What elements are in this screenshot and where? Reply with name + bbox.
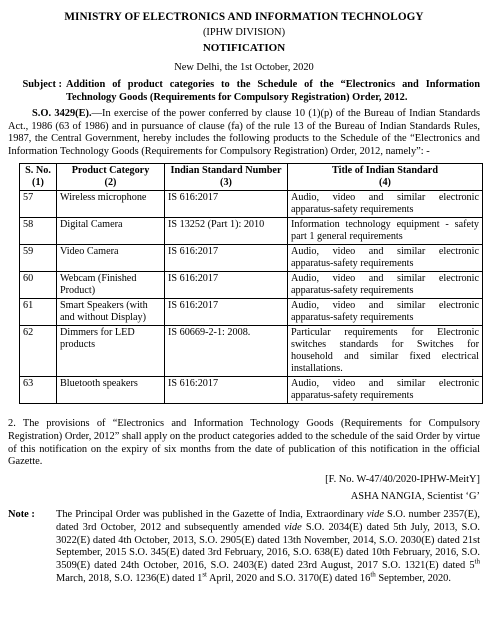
note-label: Note : (8, 509, 35, 521)
table-row (20, 325, 483, 376)
cell-standard: IS 616:2017 (165, 377, 288, 404)
subject-text: Addition of product categories to the Schedule of the “Electronics and Information Technology Goods (Requirements for Compulsory Registration) Order, 2012. (66, 79, 480, 104)
cell-standard: IS 60669-2-1: 2008. (165, 325, 288, 376)
cell-title: Audio, video and similar electronic apparatus-safety requirements (288, 298, 483, 325)
cell-standard: IS 616:2017 (165, 244, 288, 271)
header-standard: Indian Standard Number (3) (165, 163, 288, 190)
file-reference: [F. No. W-47/40/2020-IPHW-MeitY] (325, 473, 480, 485)
table-row (20, 244, 483, 271)
note-text: The Principal Order was published in the Gazette of India, Extraordinary vide S.O. number 2357(E), dated 3rd October, 2012 and subsequently amended vide S.O. 2034(E) dated 5th July, 2013, S.O. 3022(E) dated 4th October, 2013, S.O. 2905(E) dated 13th November, 2014, S.O. 2030(E) dated 21st September, 2015 S.O. 345(E) dated 3rd February, 2016, S.O. 638(E) dated 10th February, 2016, S.O. 3509(E) dated 24th October, 2016, S.O. 2403(E) dated 23rd August, 2017 S.O. 1321(E) dated 5th March, 2018, S.O. 1236(E) dated 1st April, 2020 and S.O. 3170(E) dated 16th September, 2020. (56, 509, 480, 584)
cell-standard: IS 616:2017 (165, 298, 288, 325)
signatory: ASHA NANGIA, Scientist ‘G’ (350, 490, 480, 502)
cell-sno: 60 (20, 271, 57, 298)
cell-category: Bluetooth speakers (57, 377, 165, 404)
cell-title: Information technology equipment - safety part 1 general requirements (288, 217, 483, 244)
ministry-heading: MINISTRY OF ELECTRONICS AND INFORMATION TECHNOLOGY (64, 11, 424, 23)
table-header-row (20, 163, 483, 190)
table-row (20, 217, 483, 244)
product-schedule-table (19, 163, 483, 405)
cell-sno: 61 (20, 298, 57, 325)
subject-block (8, 79, 480, 104)
cell-sno: 59 (20, 244, 57, 271)
cell-title: Audio, video and similar electronic apparatus-safety requirements (288, 244, 483, 271)
cell-title: Audio, video and similar electronic apparatus-safety requirements (288, 271, 483, 298)
cell-sno: 63 (20, 377, 57, 404)
division-heading: (IPHW DIVISION) (202, 26, 286, 38)
cell-category: Digital Camera (57, 217, 165, 244)
so-number: S.O. 3429(E). (32, 107, 92, 119)
cell-sno: 57 (20, 190, 57, 217)
cell-category: Webcam (Finished Product) (57, 271, 165, 298)
table-row (20, 298, 483, 325)
table-row (20, 190, 483, 217)
table-row (20, 271, 483, 298)
cell-category: Dimmers for LED products (57, 325, 165, 376)
header-category: Product Category (2) (57, 163, 165, 190)
cell-title: Audio, video and similar electronic apparatus-safety requirements (288, 377, 483, 404)
cell-category: Video Camera (57, 244, 165, 271)
cell-standard: IS 616:2017 (165, 190, 288, 217)
cell-standard: IS 616:2017 (165, 271, 288, 298)
cell-category: Wireless microphone (57, 190, 165, 217)
note-block (8, 509, 480, 585)
cell-sno: 58 (20, 217, 57, 244)
table-row (20, 377, 483, 404)
cell-category: Smart Speakers (with and without Display) (57, 298, 165, 325)
header-sno: S. No. (1) (20, 163, 57, 190)
notification-heading: NOTIFICATION (202, 42, 286, 55)
intro-text: —In exercise of the power conferred by clause 10 (1)(p) of the Bureau of Indian Standards Act., 1986 (63 of 1986) and in pursuance of clause (fa) of the rule 13 of the Bureau of Indian Standards Rules, 1987, the Central Government, hereby includes the following products to the Schedule of the “Electronics and Information Technology Goods (Requirements for Compulsory Registration) Order, 2012, namely”: - (8, 107, 481, 157)
subject-label: Subject : (22, 79, 62, 91)
notification-date: New Delhi, the 1st October, 2020 (174, 61, 314, 73)
header-title: Title of Indian Standard (4) (288, 163, 483, 190)
intro-paragraph (8, 108, 480, 159)
provisions-paragraph: 2. The provisions of “Electronics and Information Technology Goods (Requirements for Compulsory Registration) Order, 2012” shall apply on the product categories added to the schedule of the said Order by virtue of this notification on the expiry of six months from the date of publication of this notification in the official Gazette. (8, 418, 480, 468)
cell-sno: 62 (20, 325, 57, 376)
cell-title: Audio, video and similar electronic apparatus-safety requirements (288, 190, 483, 217)
cell-standard: IS 13252 (Part 1): 2010 (165, 217, 288, 244)
cell-title: Particular requirements for Electronic switches standards for Switches for household and similar fixed electrical installations. (288, 325, 483, 376)
